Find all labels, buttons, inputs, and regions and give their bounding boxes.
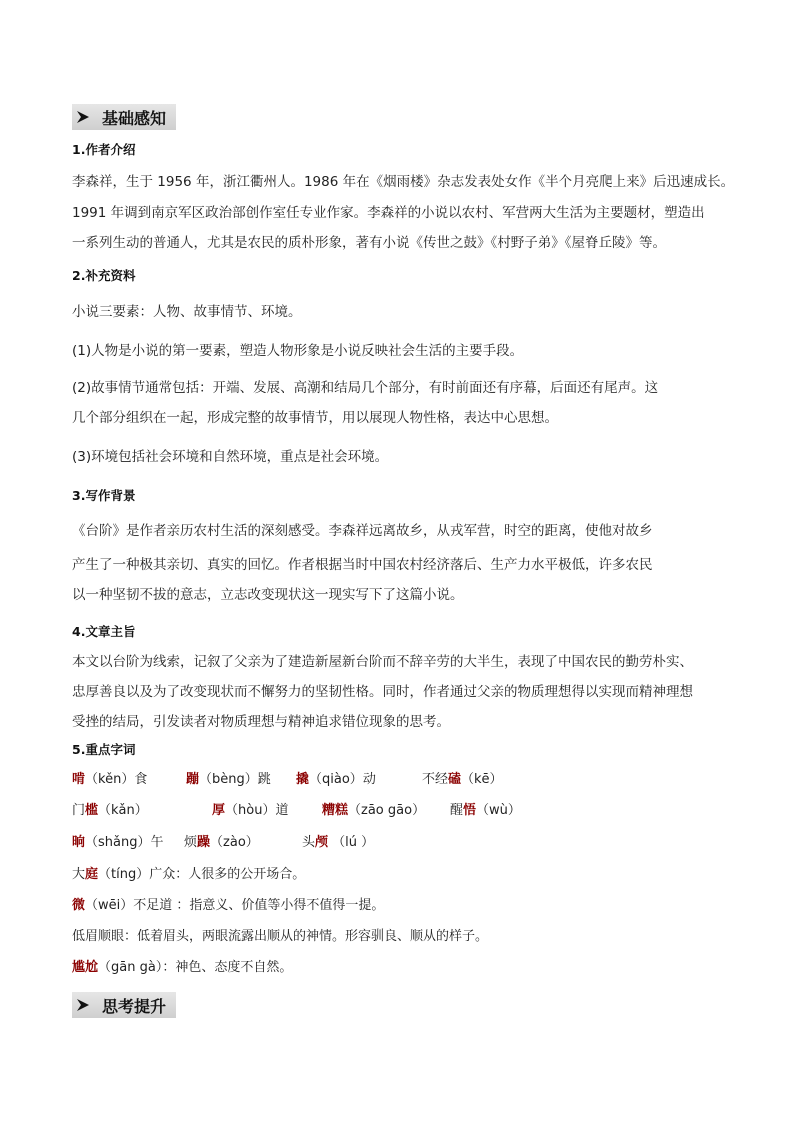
supplement-item-3: (3)环境包括社会环境和自然环境，重点是社会环境。 <box>72 449 389 465</box>
vocab-item: 头颅 （lú ） <box>302 835 375 850</box>
background-line-2: 产生了一种极其亲切、真实的回忆。作者根据当时中国农村经济落后、生产力水平极低，许多农民 <box>72 557 653 573</box>
vocab-item: 烦躁（zào） <box>184 835 259 850</box>
vocab-definition: 低眉顺眼：低着眉头，两眼流露出顺从的神情。形容驯良、顺从的样子。 <box>72 929 489 944</box>
background-line-1: 《台阶》是作者亲历农村生活的深刻感受。李森祥远离故乡，从戎军营，时空的距离，使他对故乡 <box>72 523 653 539</box>
supplement-intro: 小说三要素：人物、故事情节、环境。 <box>72 304 302 320</box>
supplement-heading: 2.补充资料 <box>72 268 136 283</box>
vocab-item: 撬（qiào）动 <box>296 772 376 787</box>
supplement-item-2-line-1: (2)故事情节通常包括：开端、发展、高潮和结局几个部分，有时前面还有序幕，后面还有尾声。这 <box>72 380 659 396</box>
vocab-item: 醒悟（wù） <box>450 803 521 818</box>
vocab-item: 啃（kěn）食 <box>72 772 148 787</box>
theme-line-1: 本文以台阶为线索，记叙了父亲为了建造新屋新台阶而不辞辛劳的大半生，表现了中国农民的勤劳朴实、 <box>72 654 693 670</box>
theme-line-2: 忠厚善良以及为了改变现状而不懈努力的坚韧性格。同时，作者通过父亲的物质理想得以实现而精神理想 <box>72 684 693 700</box>
vocab-item: 蹦（bèng）跳 <box>186 772 271 787</box>
theme-line-3: 受挫的结局，引发读者对物质理想与精神追求错位现象的思考。 <box>72 714 450 730</box>
author-heading: 1.作者介绍 <box>72 142 136 157</box>
vocab-heading: 5.重点字词 <box>72 742 136 757</box>
vocab-definition: 大庭（tíng）广众：人很多的公开场合。 <box>72 867 306 882</box>
vocab-item: 晌（shǎng）午 <box>72 835 164 850</box>
author-line-2: 1991 年调到南京军区政治部创作室任专业作家。李森祥的小说以农村、军营两大生活为主要题材，塑造出 <box>72 205 705 221</box>
vocab-item: 门槛（kǎn） <box>72 803 148 818</box>
vocab-definition: 微（wēi）不足道 ：指意义、价值等小得不值得一提。 <box>72 898 385 913</box>
vocab-item: 厚（hòu）道 <box>212 803 289 818</box>
theme-heading: 4.文章主旨 <box>72 624 136 639</box>
vocab-item: 不经磕（kē） <box>422 772 503 787</box>
author-line-3: 一系列生动的普通人，尤其是农民的质朴形象，著有小说《传世之鼓》《村野子弟》《屋脊丘陵》等。 <box>72 235 666 251</box>
section-title: 基础感知 <box>102 108 167 128</box>
author-line-1: 李森祥，生于 1956 年，浙江衢州人。1986 年在《烟雨楼》杂志发表处女作《半个月亮爬上来》后迅速成长。 <box>72 174 735 190</box>
arrow-bullet-icon <box>76 110 90 124</box>
supplement-item-2-line-2: 几个部分组织在一起，形成完整的故事情节，用以展现人物性格，表达中心思想。 <box>72 410 558 426</box>
vocab-item: 糟糕（zāo gāo） <box>322 803 426 818</box>
section-header-basic <box>72 104 176 130</box>
vocab-definition: 尴尬（gān gà）：神色、态度不自然。 <box>72 960 293 975</box>
section-header-thinking <box>72 992 176 1018</box>
section-title: 思考提升 <box>102 996 167 1016</box>
arrow-bullet-icon <box>76 998 90 1012</box>
supplement-item-1: (1)人物是小说的第一要素，塑造人物形象是小说反映社会生活的主要手段。 <box>72 343 524 359</box>
background-heading: 3.写作背景 <box>72 488 136 503</box>
background-line-3: 以一种坚韧不拔的意志，立志改变现状这一现实写下了这篇小说。 <box>72 587 464 603</box>
